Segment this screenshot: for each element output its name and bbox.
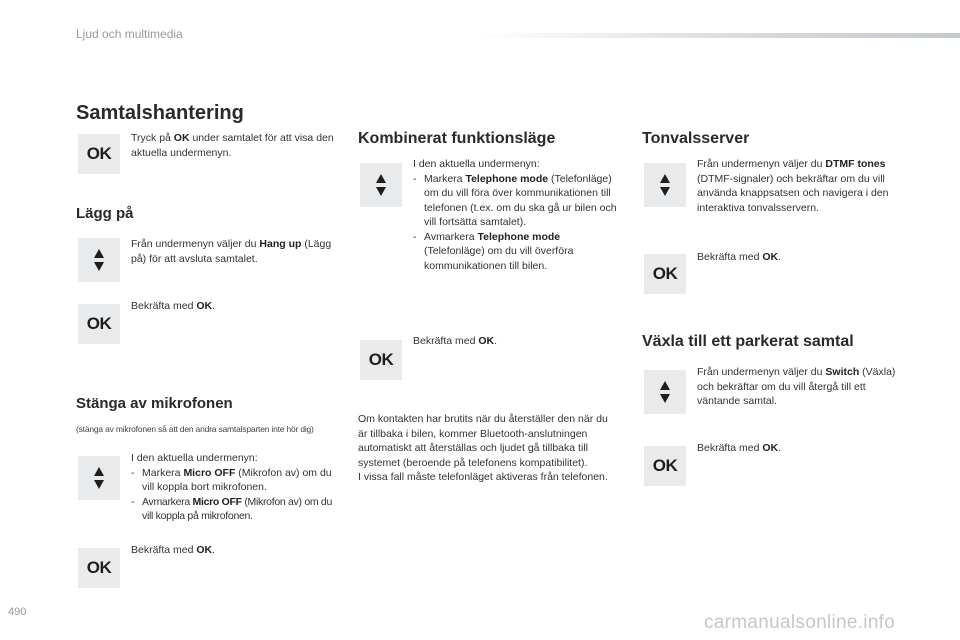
ok-key-icon: OK (78, 134, 120, 174)
list-item: - Avmarkera Micro OFF (Mikrofon av) om du vill koppla på mikrofonen. (131, 495, 332, 522)
switch-confirm: Bekräfta med OK. (697, 442, 782, 454)
arrow-down-icon (94, 262, 104, 271)
subtitle-dtmf: Tonvalsserver (642, 130, 750, 147)
ok-key-icon: OK (644, 446, 686, 486)
subtitle-hang-up: Lägg på (76, 205, 134, 222)
arrow-up-icon (94, 249, 104, 258)
arrow-up-icon (94, 467, 104, 476)
arrow-down-icon (660, 394, 670, 403)
list-item: - Markera Micro OFF (Mikrofon av) om du vill koppla bort mikrofonen. (131, 466, 332, 493)
section-title-call-handling: Samtalshantering (76, 102, 244, 124)
ok-key-icon: OK (78, 548, 120, 588)
ok-key-icon: OK (78, 304, 120, 344)
dtmf-confirm: Bekräfta med OK. (697, 251, 782, 263)
header-rule (475, 33, 960, 38)
dtmf-text: Från undermenyn väljer du DTMF tones (DTMF-signaler) och bekräftar om du vill använda knappsatsen och navigera i den interaktiva tonvalsservern. (697, 158, 889, 214)
up-down-arrows-icon (78, 238, 120, 282)
watermark: carmanualsonline.info (704, 612, 896, 633)
combined-confirm: Bekräfta med OK. (413, 335, 498, 347)
combined-intro: I den aktuella undermenyn: (413, 158, 540, 170)
up-down-arrows-icon (644, 163, 686, 207)
list-item: - Markera Telephone mode (Telefonläge) om du vill föra över kommunikationen till telefonen (t.ex. om du ska gå ur bilen och vill fortsätta samtalet). (413, 172, 617, 228)
hang-up-confirm: Bekräfta med OK. (131, 300, 216, 312)
subtitle-mute: Stänga av mikrofonen (76, 395, 233, 412)
mute-note: (stänga av mikrofonen så att den andra samtalsparten inte hör dig) (76, 424, 314, 434)
arrow-up-icon (376, 174, 386, 183)
arrow-down-icon (660, 187, 670, 196)
intro-text: Tryck på OK under samtalet för att visa den aktuella undermenyn. (131, 132, 334, 159)
subtitle-switch-call: Växla till ett parkerat samtal (642, 333, 854, 350)
mute-list (131, 451, 341, 524)
mute-confirm: Bekräfta med OK. (131, 544, 216, 556)
combined-mode-list (413, 157, 623, 273)
switch-text: Från undermenyn väljer du Switch (Växla) och bekräftar om du vill återgå till ett väntande samtal. (697, 366, 896, 407)
arrow-down-icon (94, 480, 104, 489)
up-down-arrows-icon (78, 456, 120, 500)
hang-up-text: Från undermenyn väljer du Hang up (Lägg på) för att avsluta samtalet. (131, 238, 332, 265)
ok-key-icon: OK (360, 340, 402, 380)
page-number: 490 (8, 606, 27, 618)
up-down-arrows-icon (644, 370, 686, 414)
running-header: Ljud och multimedia (76, 27, 183, 41)
arrow-down-icon (376, 187, 386, 196)
list-item: - Avmarkera Telephone mode (Telefonläge) om du vill överföra kommunikationen till bilen. (413, 230, 574, 272)
reconnect-paragraph: Om kontakten har brutits när du återställer den när du är tillbaka i bilen, kommer Bluetooth-anslutningen automatiskt att återställas och ljudet gå tillbaka till systemet (beroende på telefonens kompatibilitet). I vissa fall måste telefonläget aktiveras från telefonen. (358, 413, 608, 483)
arrow-up-icon (660, 174, 670, 183)
subtitle-combined-mode: Kombinerat funktionsläge (358, 130, 556, 147)
ok-key-icon: OK (644, 254, 686, 294)
up-down-arrows-icon (360, 163, 402, 207)
arrow-up-icon (660, 381, 670, 390)
mute-intro: I den aktuella undermenyn: (131, 452, 258, 464)
